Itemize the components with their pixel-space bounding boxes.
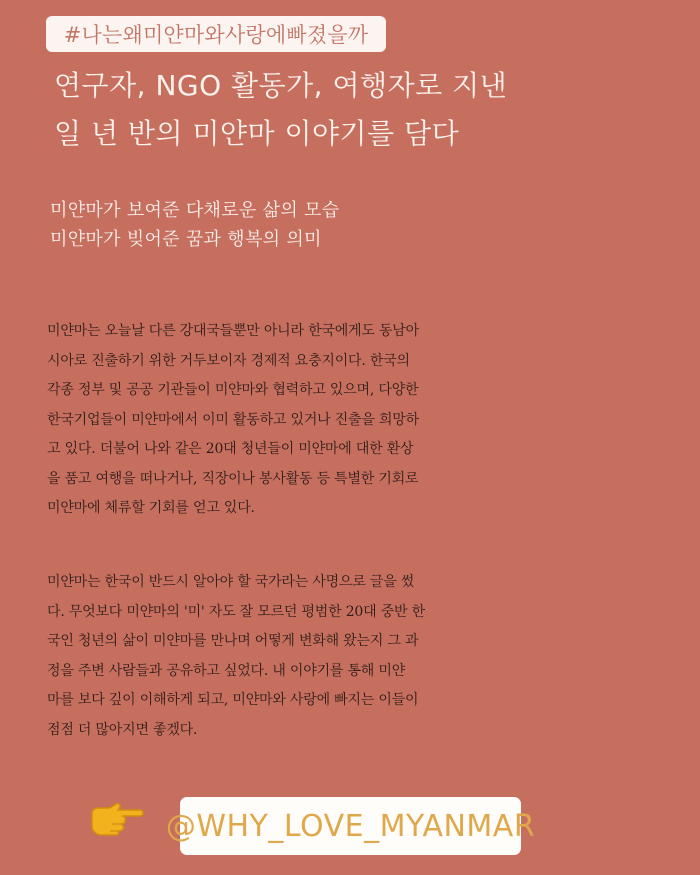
body-line: 점점 더 많아지면 좋겠다.: [47, 721, 198, 738]
body-line: 정을 주변 사람들과 공유하고 싶었다. 내 이야기를 통해 미얀: [47, 662, 406, 679]
subheadline-line-1: 미얀마가 보여준 다채로운 삶의 모습: [50, 200, 340, 221]
mention-sticker[interactable]: [165, 797, 536, 855]
handle-text: @WHY_LOVE_MYANMAR: [165, 808, 536, 844]
hashtag-sticker[interactable]: [46, 16, 386, 52]
headline-line-2: 일 년 반의 미얀마 이야기를 담다: [54, 117, 460, 150]
body-line: 을 품고 여행을 떠나거나, 직장이나 봉사활동 등 특별한 기회로: [47, 470, 419, 487]
body-line: 시아로 진출하기 위한 거두보이자 경제적 요충지이다. 한국의: [47, 352, 410, 369]
subheadline: [50, 196, 650, 254]
body-line: 미얀마는 오늘날 다른 강대국들뿐만 아니라 한국에게도 동남아: [47, 323, 419, 339]
body-paragraph-1: [47, 317, 654, 524]
body-line: 고 있다. 더불어 나와 같은 20대 청년들이 미얀마에 대한 환상: [47, 441, 414, 457]
headline-line-1: 연구자, NGO 활동가, 여행자로 지낸: [54, 69, 508, 102]
body-line: 국인 청년의 삶이 미얀마를 만나며 어떻게 변화해 왔는지 그 과: [47, 633, 419, 649]
subheadline-line-2: 미얀마가 빚어준 꿈과 행복의 의미: [50, 229, 322, 250]
body-line: 마를 보다 깊이 이해하게 되고, 미얀마와 사랑에 빠지는 이들이: [47, 692, 419, 708]
headline: [54, 62, 664, 158]
body-line: 미얀마에 체류할 기회를 얻고 있다.: [47, 500, 255, 516]
body-line: 미얀마는 한국이 반드시 알아야 할 국가라는 사명으로 글을 썼: [47, 574, 415, 590]
body-line: 다. 무엇보다 미얀마의 '미' 자도 잘 모르던 평범한 20대 중반 한: [47, 603, 425, 620]
body-line: 한국기업들이 미얀마에서 이미 활동하고 있거나 진출을 희망하: [47, 411, 419, 428]
body-line: 각종 정부 및 공공 기관들이 미얀마와 협력하고 있으며, 다양한: [47, 382, 419, 398]
body-paragraph-2: [47, 568, 654, 745]
hashtag-text: #나는왜미얀마와사랑에빠졌을까: [63, 23, 369, 47]
pointing-hand-icon: [90, 800, 146, 840]
